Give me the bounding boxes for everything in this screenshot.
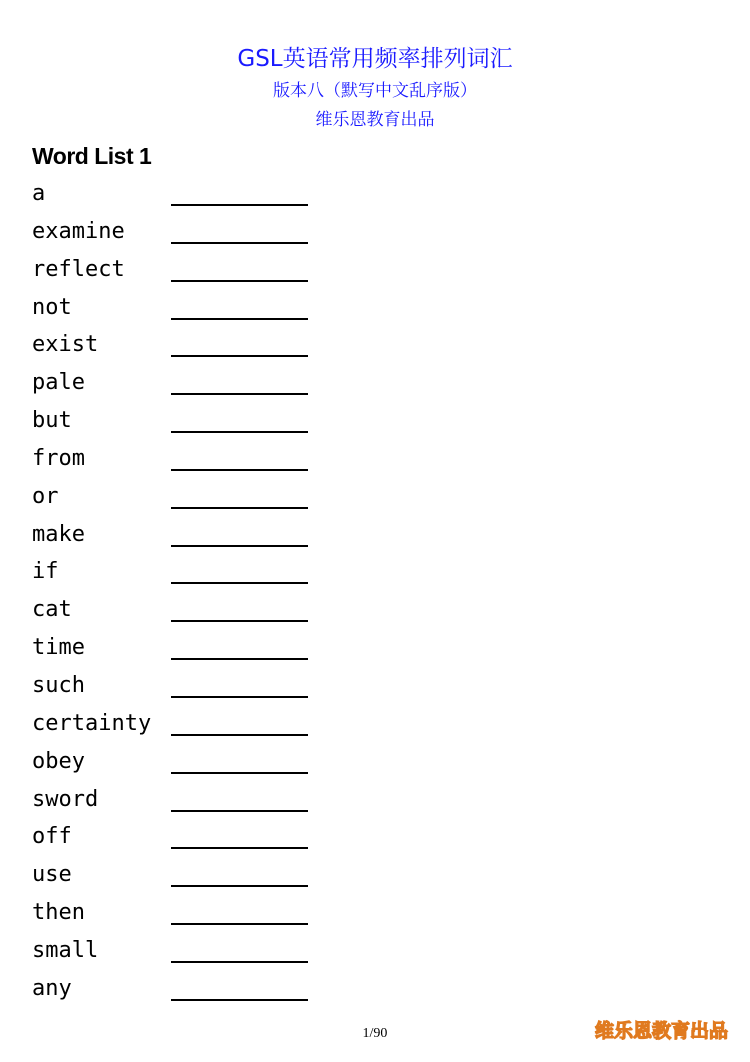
word-row — [32, 365, 332, 403]
word-row — [32, 290, 332, 328]
word-row — [32, 744, 332, 782]
word-row — [32, 971, 332, 1009]
answer-blank-line — [171, 658, 308, 660]
word-row — [32, 706, 332, 744]
vocabulary-word: not — [32, 294, 72, 320]
answer-blank-line — [171, 810, 308, 812]
word-row — [32, 517, 332, 555]
answer-blank-line — [171, 923, 308, 925]
vocabulary-word: make — [32, 521, 85, 547]
answer-blank-line — [171, 318, 308, 320]
answer-blank-line — [171, 696, 308, 698]
page-number: 1/90 — [362, 1026, 388, 1041]
answer-blank-line — [171, 734, 308, 736]
answer-blank-line — [171, 999, 308, 1001]
word-list — [32, 176, 332, 1009]
vocabulary-word: examine — [32, 218, 125, 244]
vocabulary-word: exist — [32, 332, 99, 358]
word-row — [32, 857, 332, 895]
word-row — [32, 403, 332, 441]
answer-blank-line — [171, 355, 308, 357]
word-row — [32, 327, 332, 365]
answer-blank-line — [171, 204, 308, 206]
answer-blank-line — [171, 772, 308, 774]
vocabulary-word: cat — [32, 597, 72, 623]
word-row — [32, 933, 332, 971]
word-row — [32, 176, 332, 214]
word-row — [32, 630, 332, 668]
vocabulary-word: any — [32, 975, 72, 1001]
vocabulary-word: time — [32, 635, 85, 661]
vocabulary-word: sword — [32, 786, 99, 812]
word-row — [32, 782, 332, 820]
publisher-line: 维乐恩教育出品 — [315, 110, 435, 130]
word-list-heading: Word List 1 — [32, 143, 152, 169]
word-row — [32, 441, 332, 479]
document-subtitle: 版本八（默写中文乱序版） — [273, 81, 477, 101]
answer-blank-line — [171, 545, 308, 547]
vocabulary-word: pale — [32, 370, 85, 396]
answer-blank-line — [171, 582, 308, 584]
answer-blank-line — [171, 280, 308, 282]
vocabulary-word: use — [32, 862, 72, 888]
word-row — [32, 252, 332, 290]
vocabulary-word: such — [32, 672, 85, 698]
word-row — [32, 819, 332, 857]
word-row — [32, 214, 332, 252]
answer-blank-line — [171, 885, 308, 887]
answer-blank-line — [171, 469, 308, 471]
word-row — [32, 554, 332, 592]
vocabulary-word: a — [32, 181, 46, 206]
document-title: GSL英语常用频率排列词汇 — [237, 46, 513, 72]
word-row — [32, 479, 332, 517]
answer-blank-line — [171, 393, 308, 395]
answer-blank-line — [171, 847, 308, 849]
answer-blank-line — [171, 620, 308, 622]
vocabulary-word: or — [32, 483, 59, 509]
answer-blank-line — [171, 961, 308, 963]
vocabulary-word: then — [32, 900, 85, 926]
answer-blank-line — [171, 242, 308, 244]
answer-blank-line — [171, 507, 308, 509]
vocabulary-word: if — [32, 559, 59, 585]
answer-blank-line — [171, 431, 308, 433]
vocabulary-word: small — [32, 937, 99, 963]
word-row — [32, 895, 332, 933]
vocabulary-word: certainty — [32, 710, 152, 736]
word-row — [32, 668, 332, 706]
word-row — [32, 592, 332, 630]
vocabulary-word: from — [32, 445, 85, 471]
vocabulary-word: obey — [32, 748, 85, 774]
vocabulary-word: reflect — [32, 256, 125, 282]
vocabulary-word: but — [32, 408, 72, 434]
vocabulary-word: off — [32, 824, 72, 850]
publisher-watermark: 维乐恩教育出品 — [594, 1020, 728, 1042]
